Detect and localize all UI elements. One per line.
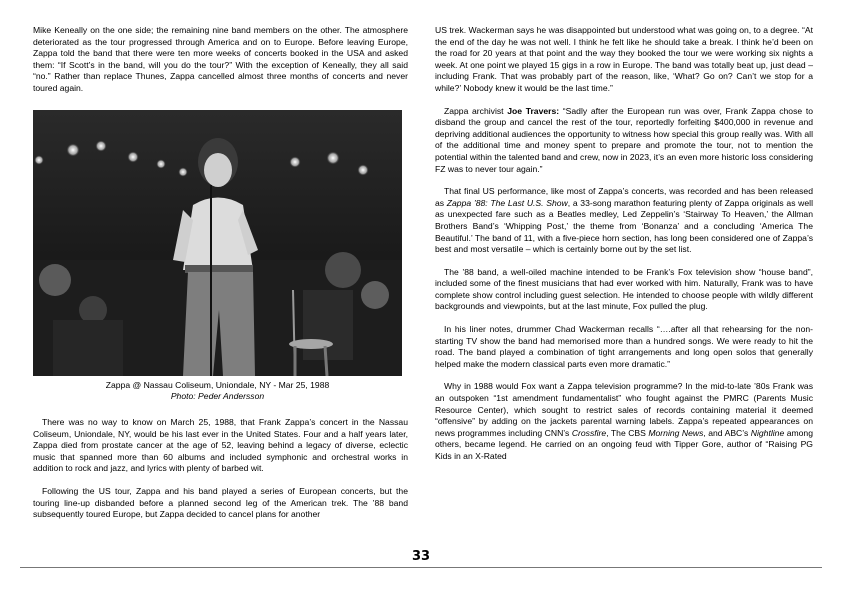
text: , a 33-song marathon featuring plenty of Zappa originals as well as unexpected fare such as a Beatles medley, Led Zeppelin’s ‘Stairway To Heaven,’ the Allman Brothers Band’s ‘Whipping Post,’ the theme from ‘Bonanza’ and a concluding ‘America The Beautiful.’ The band of 11, with a five-piece horn section, has long been considered one of Zappa’s best and most versatile – which is certainly borne out by the set list. xyxy=(435,197,813,255)
paragraph: Following the US tour, Zappa and his band played a series of European concerts, but the touring line-up disbanded before a planned second leg of the American trek. The ’88 band subsequently toured Europe, but Zappa decided to cancel plans for another xyxy=(33,485,408,520)
text: among others, became legend. He carried on an ongoing feud with Tipper Gore, author of “Raising PG Kids in an X-Rated xyxy=(435,427,813,461)
paragraph xyxy=(435,106,813,176)
paragraph xyxy=(435,186,813,256)
page-divider xyxy=(20,567,822,568)
paragraph: US trek. Wackerman says he was disappointed but understood what was going on, to a degree. “At the end of the day he was not well. I think he felt like he should take a break. I think he’d been on the road for 20 years at that point and the way they booked the tour we were working six nights a week. At one point we played 15 gigs in a row in Europe. The band was totally beat up, just dead – including Frank. That was probably part of the reason, like, ‘What? Go on? Can’t we stop for a while?’ Nobody knew it would be the last time.” xyxy=(435,25,813,93)
text: , The CBS xyxy=(606,427,649,438)
album-title: Zappa ’88: The Last U.S. Show xyxy=(446,197,568,208)
photo-caption xyxy=(33,380,402,402)
text: “Sadly after the European run was over, Frank Zappa chose to disband the group and cancel the rest of the tour, reportedly forfeiting $400,000 in revenue and depriving additional audiences the opportunity to witness how special this group really was. With all of the additional time and money spent to prepare and promote the tour, not to mention the potential within the talented band and crew, now in 2023, it’s an even more historic loss considering FZ was to never tour again.” xyxy=(435,105,813,174)
paragraph: The ’88 band, a well-oiled machine intended to be Frank’s Fox television show “house band”, included some of the finest musicians that had ever worked with him. Naturally, Frank was to have complete show control including guest selection. He intended to choose people with wildly different backgrounds and viewpoints, but at the last minute, Fox pulled the plug. xyxy=(435,266,813,312)
programme-title: Nightline xyxy=(750,427,785,438)
left-column-top xyxy=(33,25,408,106)
paragraph: In his liner notes, drummer Chad Wackerman recalls “….after all that rehearsing for the non-starting TV show the band had memorised more than a hundred songs. We were ready to hit the road. The band played a combination of tight arrangements and long open solos that generally helped make the modern classical parts even more dramatic.” xyxy=(435,324,813,369)
page-number: 33 xyxy=(411,549,431,564)
right-column xyxy=(435,25,813,474)
paragraph: There was no way to know on March 25, 1988, that Frank Zappa’s concert in the Nassau Coliseum, Uniondale, NY, would be his last ever in the United States. Four and a half years later, Zappa died from prostate cancer at the age of 52, leaving behind a legacy of diverse, eclectic music that spanned more than 60 albums and included symphonic and orchestral works in addition to rock and jazz, and lyrics with plenty of barbed wit. xyxy=(33,417,408,474)
concert-photo-image xyxy=(33,110,402,376)
text: Zappa archivist xyxy=(444,105,508,116)
paragraph: Mike Keneally on the one side; the remaining nine band members on the other. The atmosphere deteriorated as the tour progressed through America and on to Europe. Before leaving Europe, Zappa told the band that there were ten more weeks of concerts booked in the USA and asked them: “If Scott’s in the band, will you do the tour?” With the exception of Keneally, they all said “no.” Rather than replace Thunes, Zappa cancelled almost three months of concerts and never toured again. xyxy=(33,25,408,93)
caption-text: Zappa @ Nassau Coliseum, Uniondale, NY - Mar 25, 1988 xyxy=(105,380,330,390)
left-column-bottom xyxy=(33,417,408,532)
text: That final US performance, like most of Zappa’s concerts, was recorded and has been released as xyxy=(435,186,813,208)
concert-photo xyxy=(33,110,402,376)
programme-title: Crossfire xyxy=(571,427,607,438)
name-highlight: Joe Travers: xyxy=(507,105,560,116)
text: , and ABC’s xyxy=(703,427,751,438)
text: Why in 1988 would Fox want a Zappa television programme? In the mid-to-late ’80s Frank was an outspoken “1st amendment fundamentalist” who fought against the PMRC (Parents Music Resource Center), which sought to restrict sales of records containing material it deemed “offensive” by adding on the jackets parental warning labels. Zappa’s repeated appearances on news programmes including CNN’s xyxy=(435,381,813,438)
programme-title: Morning News xyxy=(648,427,704,438)
paragraph xyxy=(435,381,813,462)
photo-credit: Photo: Peder Andersson xyxy=(170,391,265,401)
